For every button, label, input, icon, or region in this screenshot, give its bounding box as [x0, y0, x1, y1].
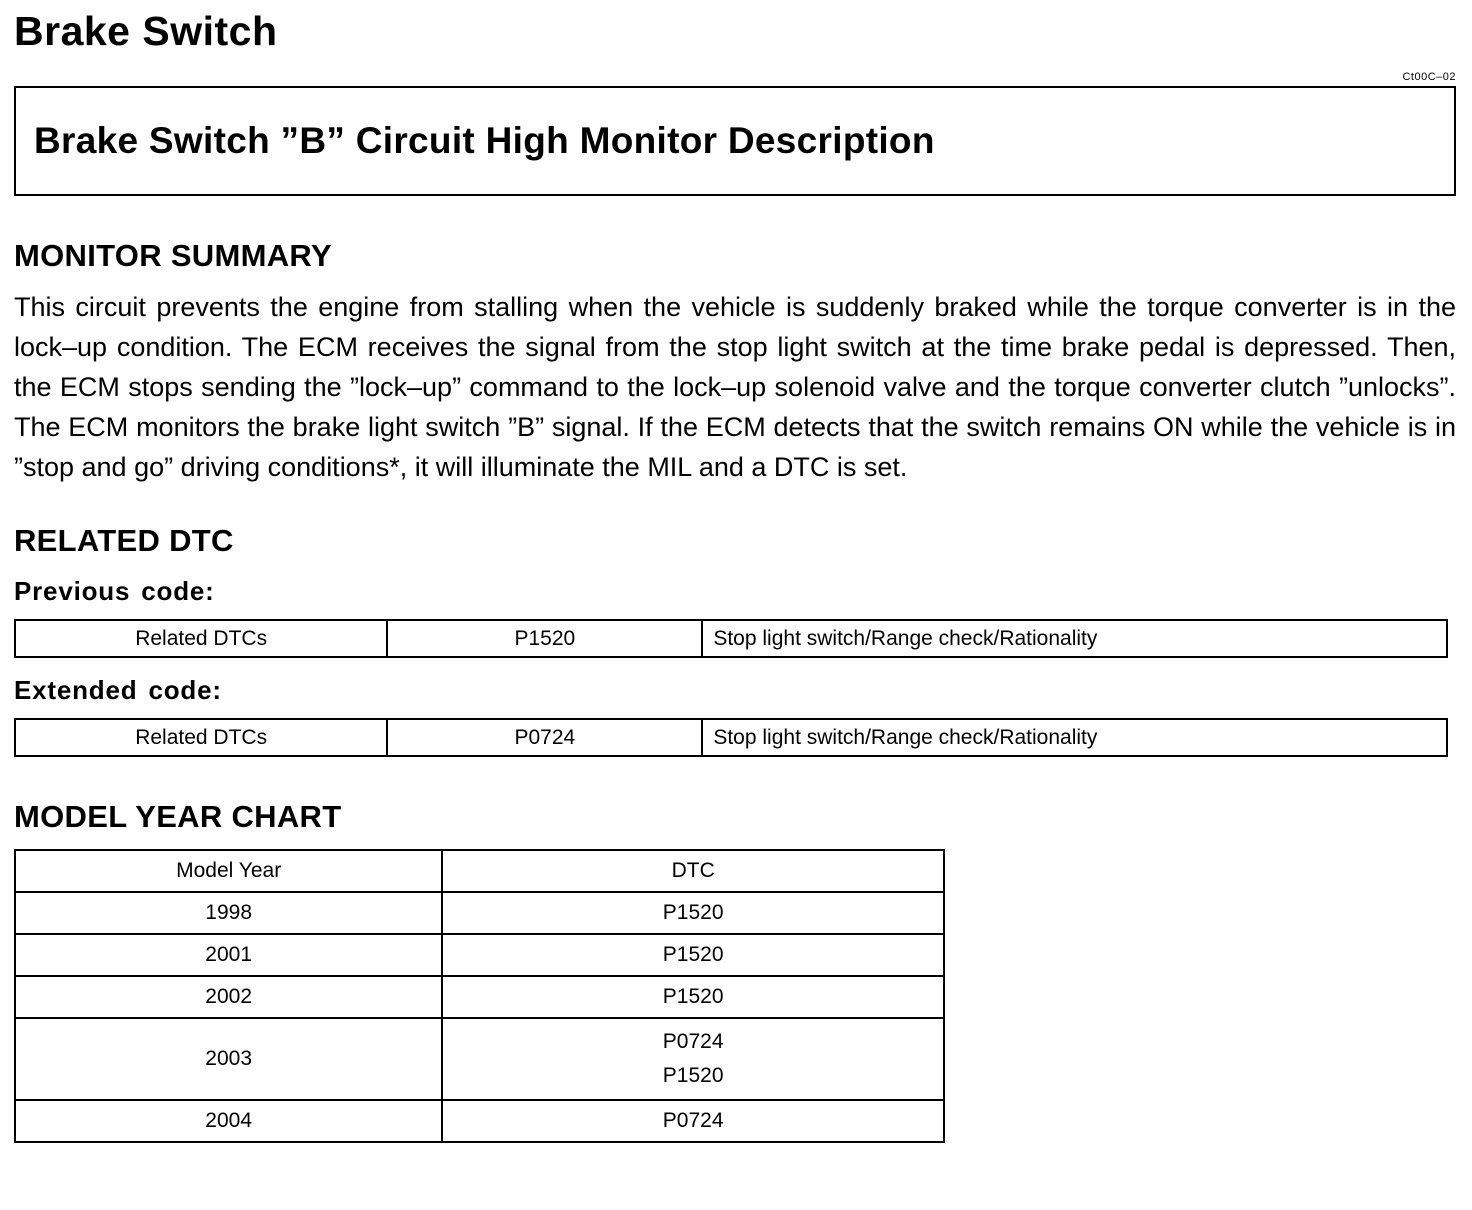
monitor-summary-text: This circuit prevents the engine from stalling when the vehicle is suddenly braked while the torque converter is in the lock–up condition. The ECM receives the signal from the stop light switch at the time brake pedal is depressed. Then, the ECM stops sending the ”lock–up” command to the lock–up solenoid valve and the torque converter clutch ”unlocks”. The ECM monitors the brake light switch ”B” signal. If the ECM detects that the switch remains ON while the vehicle is in ”stop and go” driving conditions*, it will illuminate the MIL and a DTC is set.	[14, 292, 1456, 482]
dtc-cell: P1520	[442, 892, 944, 934]
model-year-cell: 2001	[15, 934, 442, 976]
column-header-model-year: Model Year	[15, 850, 442, 892]
model-year-chart-heading: MODEL YEAR CHART	[14, 799, 342, 834]
table-row	[15, 719, 1447, 756]
model-year-cell: 1998	[15, 892, 442, 934]
extended-code-table	[14, 718, 1448, 757]
previous-code-table	[14, 619, 1448, 658]
model-year-chart-table	[14, 849, 945, 1143]
dtc-cell: P1520	[442, 976, 944, 1018]
dtc-cell: P0724	[442, 1100, 944, 1142]
table-row	[15, 620, 1447, 657]
dtc-code: P0724	[387, 719, 702, 756]
dtc-code: P1520	[387, 620, 702, 657]
table-row	[15, 1018, 944, 1100]
section-title-box	[14, 86, 1456, 196]
column-header-dtc: DTC	[442, 850, 944, 892]
dtc-cell	[442, 1018, 944, 1100]
table-row	[15, 976, 944, 1018]
table-row	[15, 892, 944, 934]
table-header-row	[15, 850, 944, 892]
related-dtc-heading: RELATED DTC	[14, 523, 234, 558]
dtc-multi-value	[453, 1022, 933, 1096]
table-row	[15, 1100, 944, 1142]
dtc-cell: P1520	[442, 934, 944, 976]
dtc-description: Stop light switch/Range check/Rationality	[702, 620, 1447, 657]
dtc-row-label: Related DTCs	[15, 719, 387, 756]
dtc-description: Stop light switch/Range check/Rationality	[702, 719, 1447, 756]
model-year-cell: 2002	[15, 976, 442, 1018]
extended-code-label: Extended code:	[14, 675, 222, 705]
dtc-row-label: Related DTCs	[15, 620, 387, 657]
page-title: Brake Switch	[14, 8, 278, 54]
model-year-cell: 2003	[15, 1018, 442, 1100]
dtc-value: P0724	[662, 1030, 724, 1053]
previous-code-label: Previous code:	[14, 576, 215, 606]
monitor-summary-heading: MONITOR SUMMARY	[14, 238, 332, 273]
table-row	[15, 934, 944, 976]
document-code-ref: Ct00C–02	[1402, 71, 1456, 83]
section-title: Brake Switch ”B” Circuit High Monitor Description	[34, 120, 935, 161]
dtc-value: P1520	[662, 1064, 724, 1087]
model-year-cell: 2004	[15, 1100, 442, 1142]
